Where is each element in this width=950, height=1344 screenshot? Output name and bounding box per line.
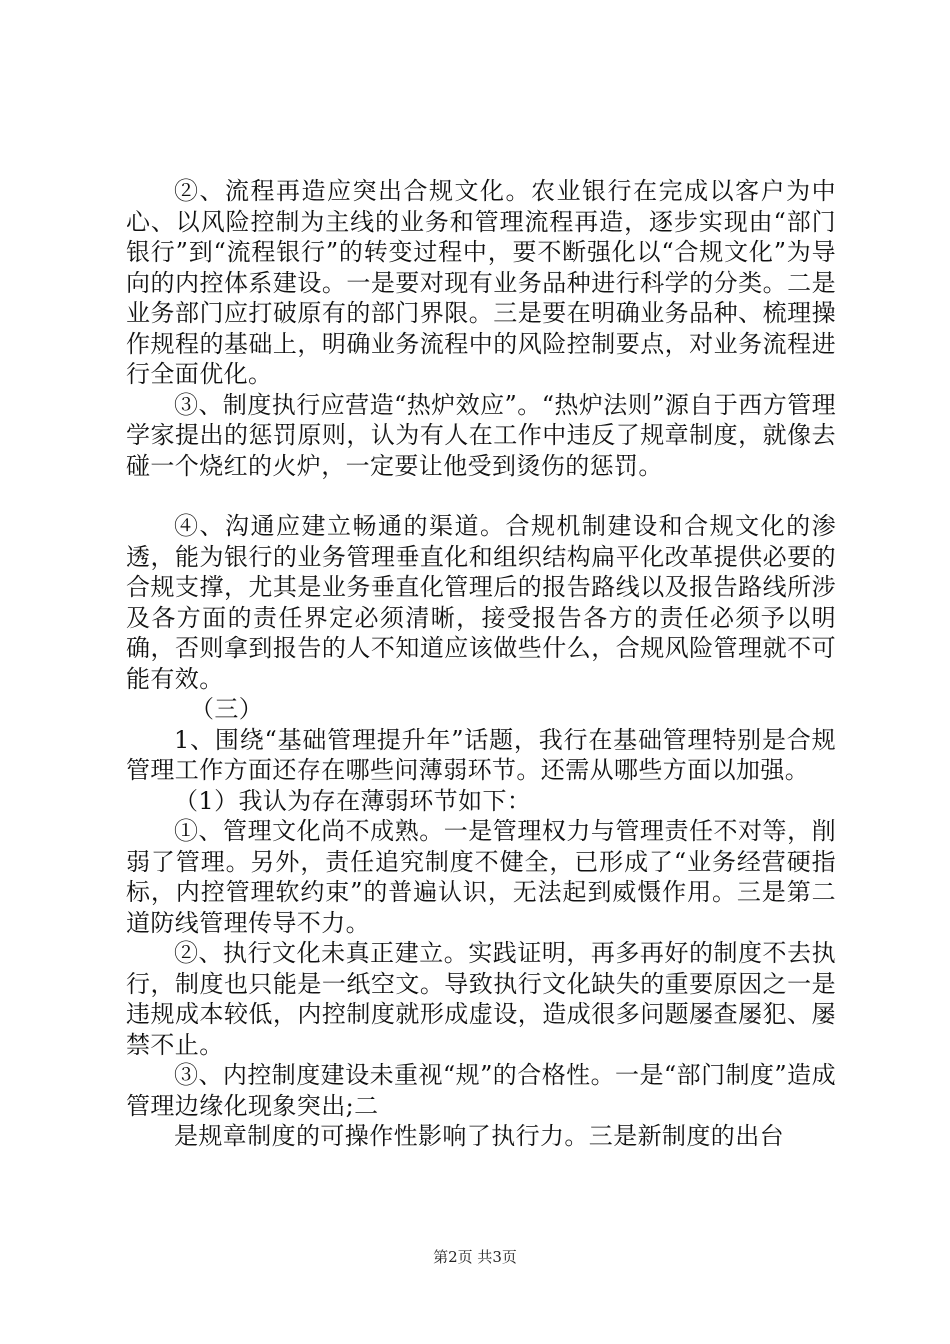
paragraph-execution-culture: ②、执行文化未真正建立。实践证明，再多再好的制度不去执行，制度也只能是一纸空文。导致执行文化缺失的重要原因之一是违规成本较低，内控制度就形成虚设，造成很多问题屡查屡犯、屡禁不止。 <box>126 939 836 1059</box>
paragraph-communication-channels: ④、沟通应建立畅通的渠道。合规机制建设和合规文化的渗透，能为银行的业务管理垂直化和组织结构扁平化改革提供必要的合规支撑，尤其是业务垂直化管理后的报告路线以及报告路线所涉及各方面的责任界定必须清晰，接受报告各方的责任必须予以明确，否则拿到报告的人不知道应该做些什么，合规风险管理就不可能有效。 <box>126 512 836 693</box>
section-heading-three: （三） <box>190 695 264 723</box>
paragraph-weak-points-intro: （1）我认为存在薄弱环节如下： <box>174 786 532 815</box>
paragraph-hot-stove-effect: ③、制度执行应营造“热炉效应”。“热炉法则”源自于西方管理学家提出的惩罚原则，认为有人在工作中违反了规章制度，就像去碰一个烧红的火炉，一定要让他受到烫伤的惩罚。 <box>126 390 836 480</box>
paragraph-rule-operability: 是规章制度的可操作性影响了执行力。三是新制度的出台 <box>174 1122 784 1150</box>
paragraph-internal-control-rules: ③、内控制度建设未重视“规”的合格性。一是“部门制度”造成管理边缘化现象突出;二 <box>126 1061 836 1120</box>
paragraph-management-culture: ①、管理文化尚不成熟。一是管理权力与管理责任不对等，削弱了管理。另外，责任追究制度不健全，已形成了“业务经营硬指标，内控管理软约束”的普遍认识，无法起到威慑作用。三是第二道防线管理传导不力。 <box>126 817 836 937</box>
paragraph-process-reengineering: ②、流程再造应突出合规文化。农业银行在完成以客户为中心、以风险控制为主线的业务和管理流程再造，逐步实现由“部门银行”到“流程银行”的转变过程中，要不断强化以“合规文化”为导向的内控体系建设。一是要对现有业务品种进行科学的分类。二是业务部门应打破原有的部门界限。三是要在明确业务品种、梳理操作规程的基础上，明确业务流程中的风险控制要点，对业务流程进行全面优化。 <box>126 177 836 388</box>
document-body <box>126 176 836 1152</box>
paragraph-question-one: 1、围绕“基础管理提升年”话题，我行在基础管理特别是合规管理工作方面还存在哪些问薄弱环节。还需从哪些方面以加强。 <box>126 725 836 784</box>
page-footer: 第2页 共3页 <box>433 1248 517 1266</box>
